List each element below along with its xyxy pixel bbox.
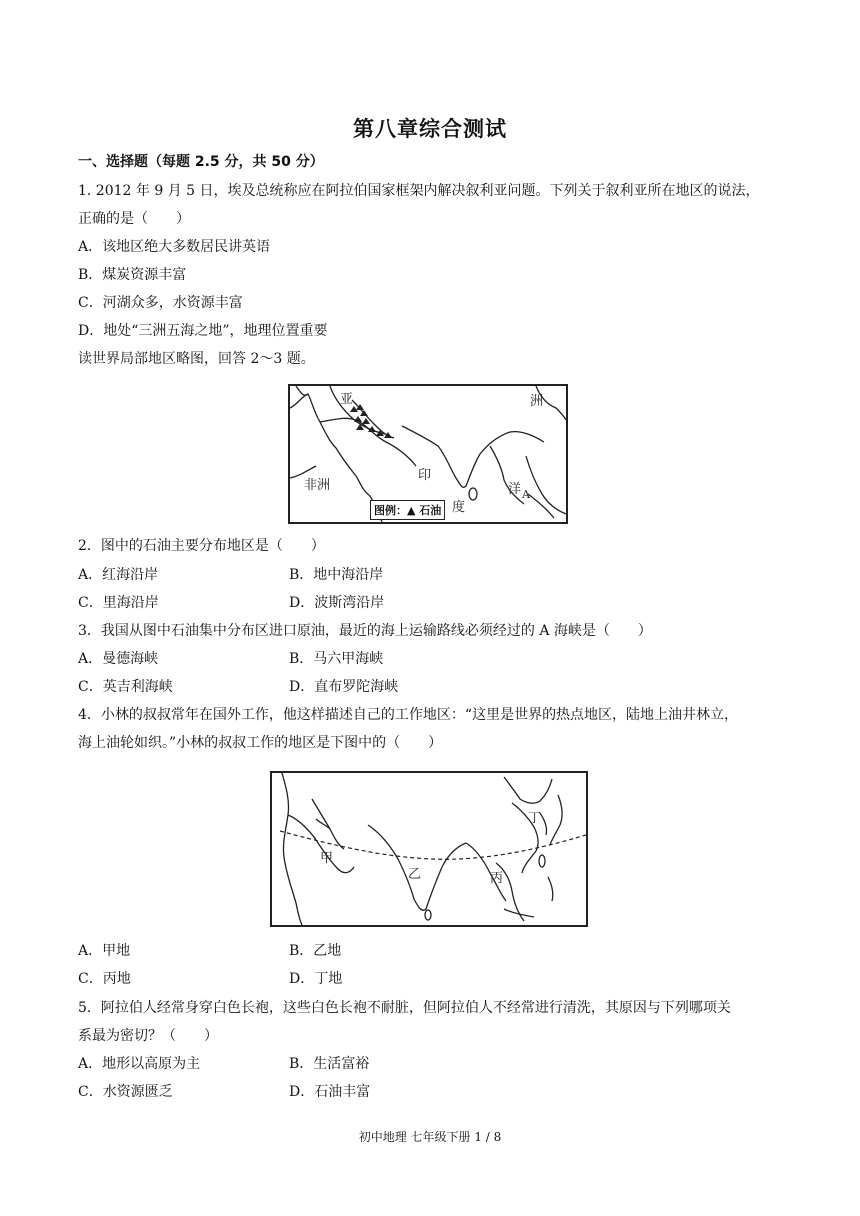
q5-stem-line2: 系最为密切？（ ） <box>78 1028 218 1044</box>
q4-option-c: C．丙地 <box>78 971 131 987</box>
map-instruction: 读世界局部地区略图，回答 2～3 题。 <box>78 351 315 367</box>
q5-option-d: D．石油丰富 <box>289 1084 371 1100</box>
q5-option-a: A．地形以高原为主 <box>78 1056 201 1072</box>
map1-label-africa: 非洲 <box>304 478 331 493</box>
map1-label-indian2: 度 <box>452 500 466 515</box>
q4-option-a: A．甲地 <box>78 943 131 959</box>
q4-option-d: D．丁地 <box>289 971 343 987</box>
q1-option-a: A．该地区绝大多数居民讲英语 <box>78 239 271 255</box>
q4-stem-line2: 海上油轮如织。”小林的叔叔工作的地区是下图中的（ ） <box>78 735 443 751</box>
page-title: 第八章综合测试 <box>353 117 507 141</box>
map-middle-east-indian-ocean <box>288 384 568 524</box>
q1-option-d: D．地处“三洲五海之地”，地理位置重要 <box>78 323 328 339</box>
q3-option-b: B．马六甲海峡 <box>289 651 384 667</box>
page-footer: 初中地理 七年级下册 1 / 8 <box>358 1130 502 1144</box>
map-asia-regions <box>270 771 588 927</box>
q1-stem-line2: 正确的是（ ） <box>78 211 190 227</box>
q5-option-b: B．生活富裕 <box>289 1056 370 1072</box>
map2-label-yi: 乙 <box>408 867 422 882</box>
q3-stem: 3．我国从图中石油集中分布区进口原油，最近的海上运输路线必须经过的 A 海峡是（ ） <box>78 623 652 639</box>
q3-option-d: D．直布罗陀海峡 <box>289 679 399 695</box>
q2-option-b: B．地中海沿岸 <box>289 567 384 583</box>
q1-option-b: B．煤炭资源丰富 <box>78 267 187 283</box>
map1-label-ocean: 洋 <box>508 482 522 497</box>
q5-stem-line1: 5．阿拉伯人经常身穿白色长袍，这些白色长袍不耐脏，但阿拉伯人不经常进行清洗，其原因与下列哪项关 <box>78 1000 731 1016</box>
q2-stem: 2．图中的石油主要分布地区是（ ） <box>78 538 325 554</box>
map1-label-asia2: 洲 <box>530 394 544 409</box>
map1-label-asia1: 亚 <box>340 392 354 407</box>
map2-label-ding: 丁 <box>528 811 542 826</box>
section-heading: 一、选择题（每题 2.5 分，共 50 分） <box>78 154 324 170</box>
q2-option-d: D．波斯湾沿岸 <box>289 595 385 611</box>
q4-option-b: B．乙地 <box>289 943 342 959</box>
map1-label-strait-a: A <box>522 488 530 501</box>
map1-legend: 图例：▲ 石油 <box>370 500 445 520</box>
q2-option-a: A．红海沿岸 <box>78 567 159 583</box>
map2-label-bing: 丙 <box>490 871 504 886</box>
map2-label-jia: 甲 <box>320 851 334 866</box>
q4-stem-line1: 4．小林的叔叔常年在国外工作，他这样描述自己的工作地区：“这里是世界的热点地区，陆地上油井林立， <box>78 707 739 723</box>
q1-option-c: C．河湖众多，水资源丰富 <box>78 295 243 311</box>
q3-option-a: A．曼德海峡 <box>78 651 159 667</box>
q1-stem-line1: 1. 2012 年 9 月 5 日，埃及总统称应在阿拉伯国家框架内解决叙利亚问题。下列关于叙利亚所在地区的说法， <box>78 183 760 199</box>
map1-label-indian1: 印 <box>418 468 432 483</box>
q2-option-c: C．里海沿岸 <box>78 595 159 611</box>
q3-option-c: C．英吉利海峡 <box>78 679 173 695</box>
q5-option-c: C．水资源匮乏 <box>78 1084 173 1100</box>
